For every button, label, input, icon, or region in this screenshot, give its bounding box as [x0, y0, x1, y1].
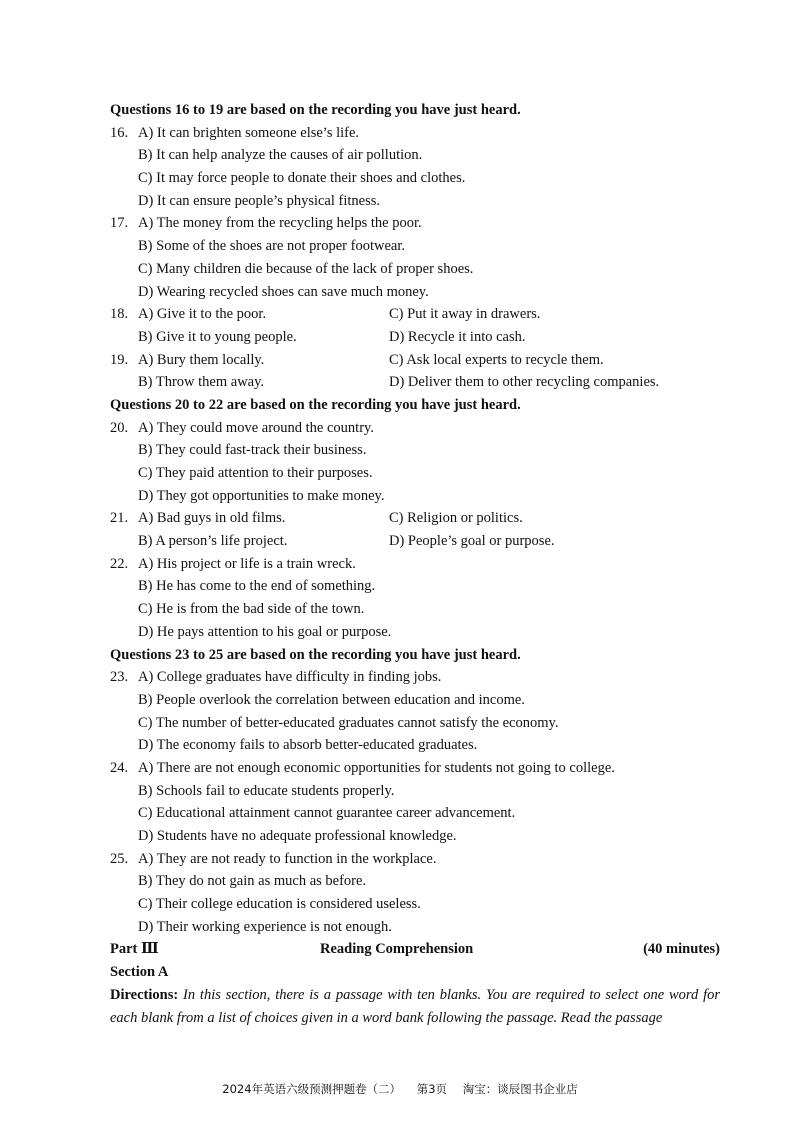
option-d: D) The economy fails to absorb better-educated graduates. — [138, 737, 478, 754]
option-b: B) Some of the shoes are not proper footwear. — [138, 238, 405, 255]
question-number: 23. — [110, 669, 129, 686]
part-title: Reading Comprehension — [320, 941, 474, 958]
option-d: D) They got opportunities to make money. — [138, 487, 385, 504]
option-c: C) It may force people to donate their shoes and clothes. — [138, 170, 466, 187]
section-header: Questions 20 to 22 are based on the recording you have just heard. — [110, 396, 521, 413]
option-b: B) Give it to young people. — [138, 328, 297, 345]
question-23 — [110, 666, 720, 689]
question-21 — [110, 507, 720, 530]
option-a: A) His project or life is a train wreck. — [138, 555, 356, 572]
part-time: (40 minutes) — [643, 941, 720, 958]
question-17 — [110, 212, 720, 235]
option-a: A) They could move around the country. — [138, 419, 374, 436]
option-c: C) He is from the bad side of the town. — [138, 601, 365, 618]
option-a: A) It can brighten someone else’s life. — [138, 124, 360, 141]
option-b: B) They could fast-track their business. — [138, 442, 367, 459]
question-16 — [110, 122, 720, 145]
question-19 — [110, 349, 720, 372]
option-b: B) A person’s life project. — [138, 533, 288, 550]
option-d: D) It can ensure people’s physical fitness. — [138, 192, 380, 209]
section-a-heading: Section A — [110, 964, 169, 981]
option-c: C) Their college education is considered useless. — [138, 896, 421, 913]
option-d: D) Recycle it into cash. — [389, 328, 526, 345]
option-c: C) Ask local experts to recycle them. — [389, 351, 604, 368]
option-a: A) Bad guys in old films. — [138, 510, 286, 527]
question-20 — [110, 417, 720, 440]
footer-title: 2024年英语六级预测押题卷（二） — [222, 1082, 402, 1096]
option-a: A) Bury them locally. — [138, 351, 265, 368]
directions-text: In this section, there is a passage with ten blanks. You are required to select one word for each blank from a list of choices given in a word bank following the passage. Read the passage — [110, 986, 721, 1026]
page-content — [110, 99, 720, 1029]
question-21-row-2 — [110, 530, 720, 553]
option-d: D) Deliver them to other recycling companies. — [389, 374, 660, 391]
question-18-row-2 — [110, 326, 720, 349]
directions-label: Directions: — [110, 986, 179, 1003]
option-d: D) Wearing recycled shoes can save much money. — [138, 283, 429, 300]
option-c: C) Many children die because of the lack of proper shoes. — [138, 260, 474, 277]
question-24 — [110, 757, 720, 780]
question-25 — [110, 848, 720, 871]
option-a: A) The money from the recycling helps the poor. — [138, 215, 422, 232]
option-b: B) People overlook the correlation between education and income. — [138, 691, 525, 708]
option-c: C) Religion or politics. — [389, 510, 523, 527]
part-heading — [110, 938, 720, 961]
option-d: D) Students have no adequate professional knowledge. — [138, 828, 457, 844]
option-a: A) Give it to the poor. — [138, 306, 267, 323]
question-number: 21. — [110, 510, 129, 527]
option-a: A) College graduates have difficulty in finding jobs. — [138, 669, 442, 686]
question-number: 18. — [110, 306, 129, 323]
question-number: 25. — [110, 850, 129, 867]
page-footer — [0, 1081, 800, 1097]
option-c: C) Put it away in drawers. — [389, 306, 541, 323]
question-number: 19. — [110, 351, 129, 368]
footer-page: 第3页 — [416, 1082, 448, 1096]
option-b: B) He has come to the end of something. — [138, 578, 376, 595]
option-a: A) There are not enough economic opportunities for students not going to college. — [138, 759, 615, 776]
option-c: C) They paid attention to their purposes. — [138, 465, 373, 481]
question-number: 24. — [110, 759, 129, 776]
directions — [110, 984, 720, 1029]
section-header: Questions 16 to 19 are based on the recording you have just heard. — [110, 102, 521, 118]
question-19-row-2 — [110, 371, 720, 394]
section-header: Questions 23 to 25 are based on the recording you have just heard. — [110, 646, 521, 663]
option-a: A) They are not ready to function in the workplace. — [138, 850, 437, 867]
option-d: D) Their working experience is not enough. — [138, 918, 392, 935]
question-number: 20. — [110, 419, 129, 436]
option-b: B) It can help analyze the causes of air pollution. — [138, 147, 423, 164]
question-18 — [110, 303, 720, 326]
option-c: C) Educational attainment cannot guarantee career advancement. — [138, 805, 516, 822]
question-number: 22. — [110, 555, 129, 572]
option-b: B) They do not gain as much as before. — [138, 873, 367, 890]
footer-shop: 淘宝：谈辰图书企业店 — [462, 1082, 578, 1096]
option-b: B) Throw them away. — [138, 374, 265, 391]
question-number: 16. — [110, 124, 129, 141]
option-d: D) He pays attention to his goal or purpose. — [138, 623, 392, 640]
option-b: B) Schools fail to educate students properly. — [138, 782, 395, 799]
option-d: D) People’s goal or purpose. — [389, 533, 555, 550]
question-22 — [110, 553, 720, 576]
part-label: Part Ⅲ — [110, 941, 159, 958]
option-c: C) The number of better-educated graduates cannot satisfy the economy. — [138, 714, 559, 731]
question-number: 17. — [110, 215, 129, 232]
